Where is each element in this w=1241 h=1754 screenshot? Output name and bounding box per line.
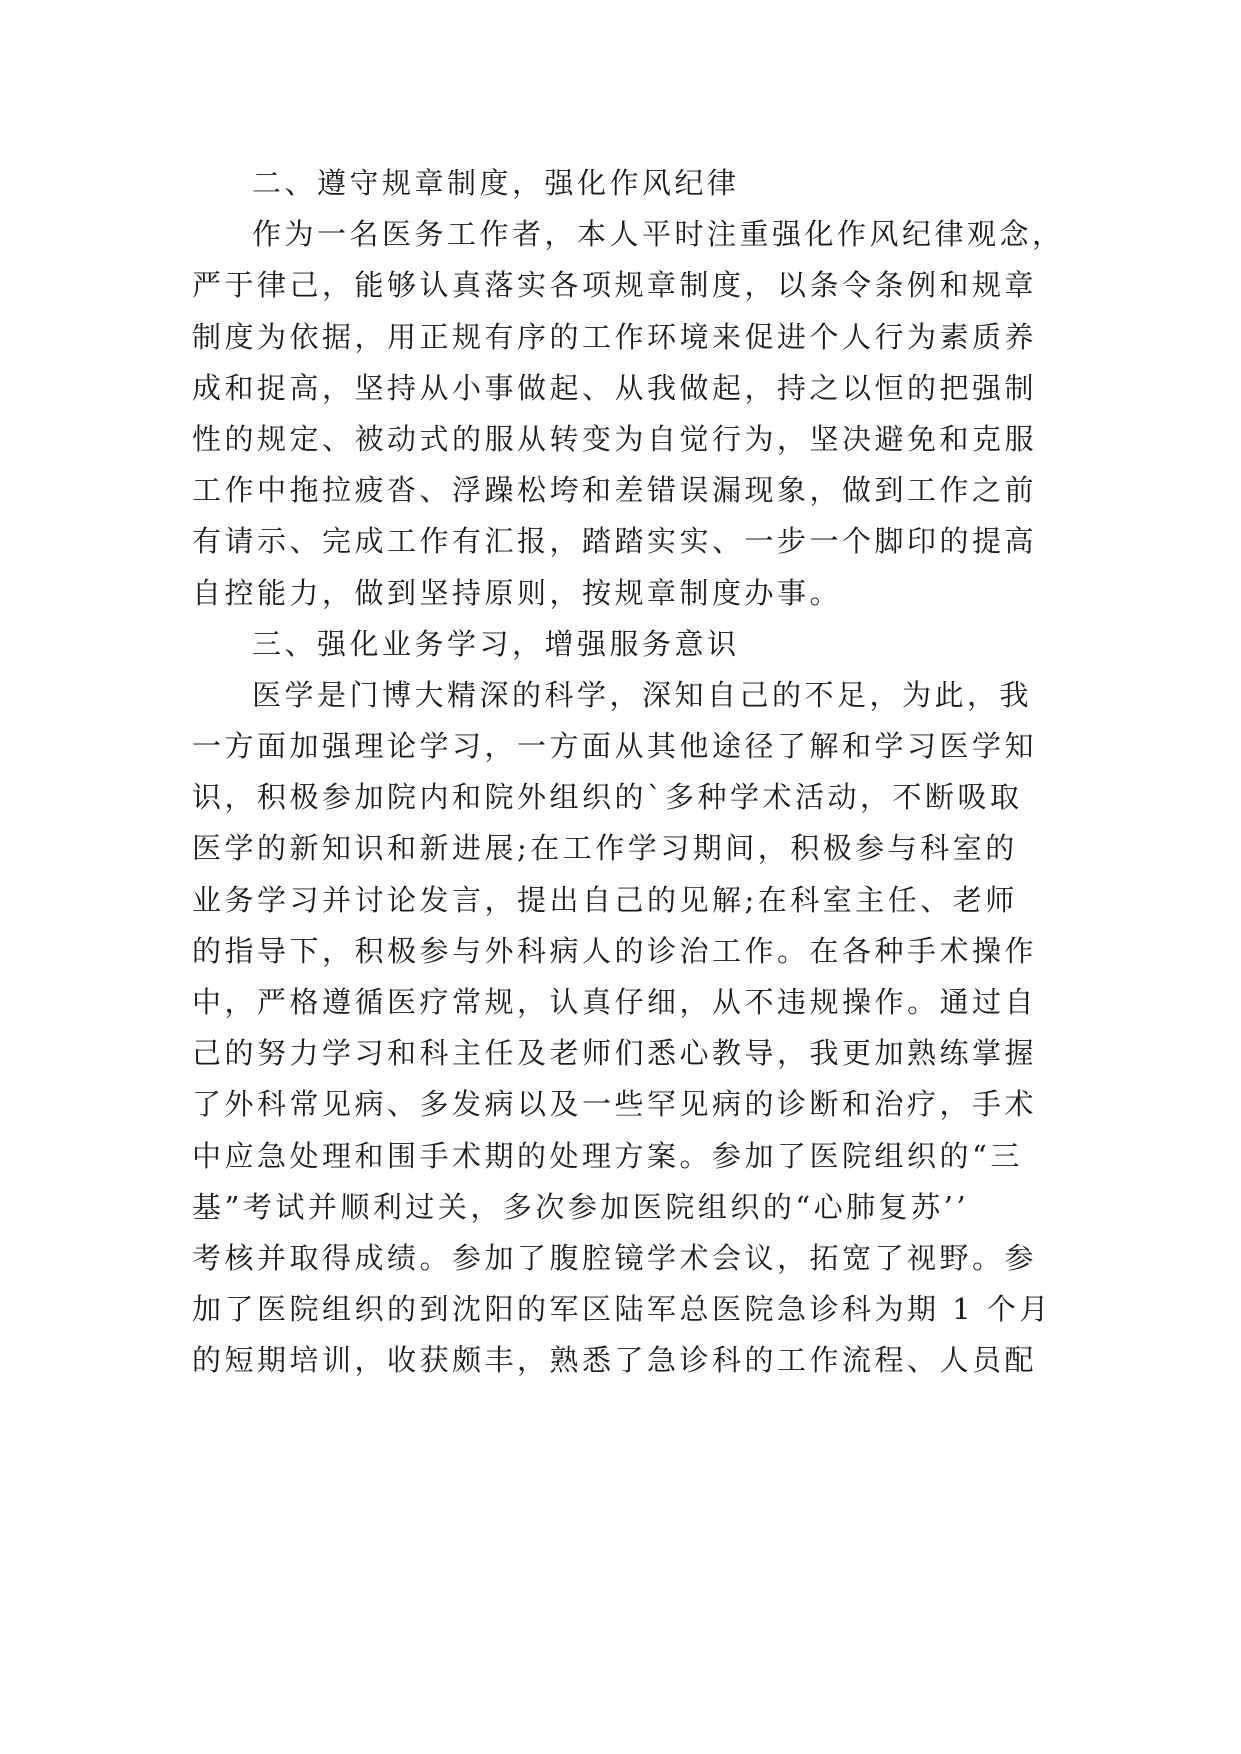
paragraph-line: 基”考试并顺利过关，多次参加医院组织的“心肺复苏’’ bbox=[192, 1189, 970, 1224]
paragraph-line: 作为一名医务工作者，本人平时注重强化作风纪律观念， bbox=[252, 217, 1065, 252]
paragraph-line: 的短期培训，收获颇丰，熟悉了急诊科的工作流程、人员配 bbox=[192, 1343, 1038, 1378]
section-heading-2: 二、遵守规章制度，强化作风纪律 bbox=[252, 166, 740, 200]
paragraph-line: 一方面加强理论学习，一方面从其他途径了解和学习医学知 bbox=[192, 729, 1038, 764]
paragraph-line: 了外科常见病、多发病以及一些罕见病的诊断和治疗，手术 bbox=[192, 1087, 1038, 1122]
paragraph-line: 成和捉高，坚持从小事做起、从我做起，持之以恒的把强制 bbox=[192, 370, 1038, 405]
paragraph-line: 中应急处理和围手术期的处理方案。参加了医院组织的“三 bbox=[192, 1138, 1023, 1173]
paragraph-line: 业务学习并讨论发言，提出自己的见解;在科室主任、老师 bbox=[192, 882, 1018, 917]
paragraph-line: 识，积极参加院内和院外组织的`多种学术活动，不断吸取 bbox=[192, 780, 1023, 815]
paragraph-line: 工作中拖拉疲沓、浮躁松垮和差错误漏现象，做到工作之前 bbox=[192, 473, 1038, 508]
paragraph-line: 性的规定、被动式的服从转变为自觉行为，坚决避免和克服 bbox=[192, 421, 1038, 456]
paragraph-line: 有请示、完成工作有汇报，踏踏实实、一步一个脚印的提高 bbox=[192, 524, 1038, 559]
paragraph-line: 考核并取得成绩。参加了腹腔镜学术会议，拓宽了视野。参 bbox=[192, 1240, 1038, 1275]
paragraph-line: 己的努力学习和科主任及老师们悉心教导，我更加熟练掌握 bbox=[192, 1036, 1038, 1071]
paragraph-line: 医学的新知识和新进展;在工作学习期间，积极参与科室的 bbox=[192, 831, 1018, 866]
paragraph-line: 的指导下，积极参与外科病人的诊治工作。在各种手术操作 bbox=[192, 933, 1038, 968]
paragraph-line: 医学是门博大精深的科学，深知自己的不足，为此，我 bbox=[252, 677, 1033, 712]
paragraph-line: 中，严格遵循医疗常规，认真仔细，从不违规操作。通过自 bbox=[192, 985, 1038, 1019]
paragraph-line: 制度为依据，用正规有序的工作环境来促进个人行为素质养 bbox=[192, 319, 1038, 354]
paragraph-line: 自控能力，做到坚持原则，按规章制度办事。 bbox=[192, 575, 843, 610]
paragraph-line: 严于律己，能够认真落实各项规章制度，以条令条例和规章 bbox=[192, 268, 1038, 303]
document-body bbox=[192, 158, 1072, 1387]
section-heading-3: 三、强化业务学习，增强服务意识 bbox=[252, 626, 740, 661]
paragraph-line: 加了医院组织的到沈阳的军区陆军总医院急诊科为期 1 个月 bbox=[192, 1292, 1052, 1327]
